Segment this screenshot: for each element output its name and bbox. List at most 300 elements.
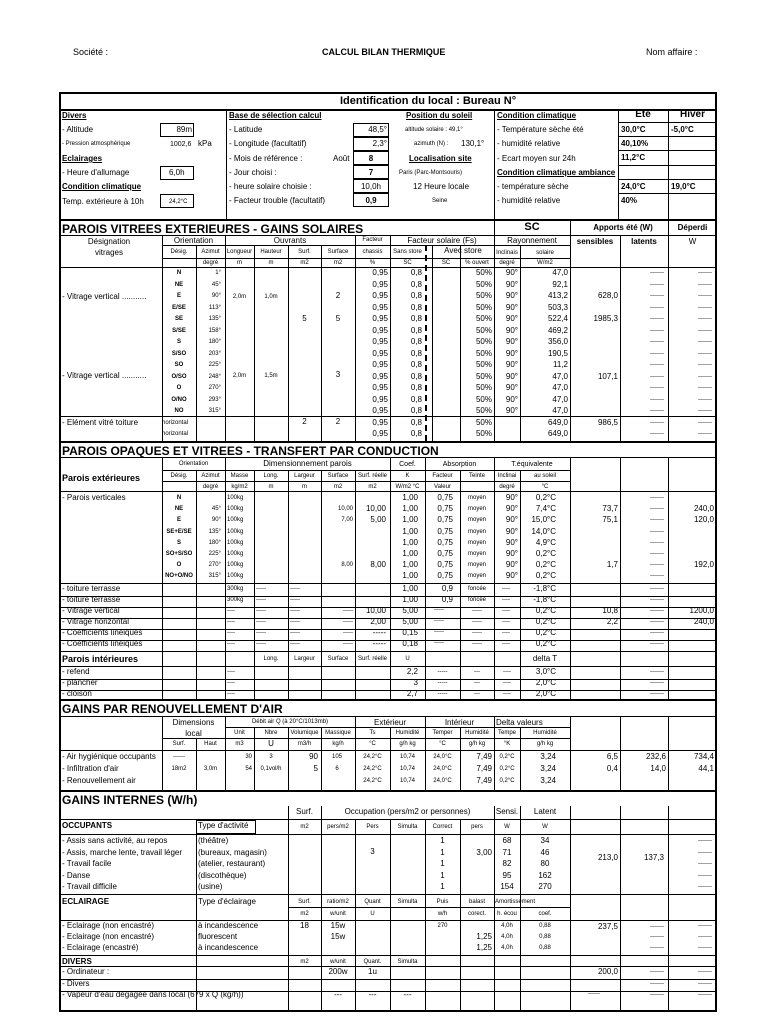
opaque-teinte: moyen — [467, 528, 486, 535]
occupant-w: 82 — [502, 859, 512, 868]
mois-label: - Mois de référence : — [229, 154, 303, 163]
opaque-other-inclinaison: ---- — [502, 619, 510, 625]
vitre-facteur-solaire: 0,8 — [410, 360, 422, 369]
ecl-balast-sub: balast — [468, 899, 485, 905]
vv1-longueur: 2,0m — [232, 294, 247, 300]
vitre-facteur-solaire: 0,8 — [410, 268, 422, 277]
pi-long-sub: Long. — [263, 656, 279, 662]
occupant-type: (usine) — [198, 882, 223, 891]
vitre-inclinaison: 90° — [505, 406, 518, 415]
opaque-surface: 7,00 — [341, 517, 353, 524]
opaque-orientation: E — [176, 517, 181, 524]
air-row-sensible: 6,5 — [606, 752, 618, 761]
opaque-other-largeur: ----- — [290, 630, 300, 636]
eclairage-deperdition: ------- — [698, 945, 712, 951]
paroi-int-inclinaison: ---- — [503, 691, 511, 697]
surface-subheader: Surface — [327, 249, 349, 255]
localisation-title: Localisation site — [409, 154, 472, 163]
ambiance-title: Condition climatique ambiance — [497, 168, 616, 177]
m-unit-1: m — [237, 260, 242, 266]
opaque-other-teinte: foncée — [467, 586, 486, 592]
opaque-teinte: moyen — [467, 562, 486, 569]
vitre-facteur-solaire: 0,8 — [410, 302, 422, 312]
paroi-int-teinte: --- — [474, 680, 480, 686]
air-volumique-sub: Volumique — [290, 730, 319, 736]
air-row-ti: 24,0°C — [433, 766, 452, 772]
opaque-other-largeur: ----- — [290, 619, 300, 625]
vitre-rayonnement: 190,5 — [547, 348, 568, 358]
vitre-facteur-chassis: 0,95 — [372, 279, 388, 289]
opaque-teq: 15,0°C — [531, 515, 556, 525]
ete-header: Eté — [635, 109, 651, 120]
vv1-surface: 2 — [335, 291, 341, 300]
vitre-inclinaison: 90° — [505, 325, 518, 335]
opaque-other-surf-reelle: 2,00 — [370, 617, 386, 626]
paroi-int-teq: 2,0°C — [535, 678, 556, 687]
occupant-label: - Travail facile — [62, 859, 112, 868]
vitre-inclinaison: 90° — [505, 268, 518, 277]
air-row-ts: 24,2°C — [363, 766, 382, 772]
opaque-azimut: 315° — [208, 573, 221, 580]
air-row-dh: 3,24 — [540, 752, 556, 761]
opaque-other-facteur: 0,9 — [441, 595, 453, 604]
opaque-facteur: 0,75 — [437, 504, 453, 514]
opaque-other-teq: 0,2°C — [535, 617, 556, 626]
op-long-sub: Long. — [263, 473, 279, 479]
vitre-rayonnement: 92,1 — [552, 279, 568, 289]
air-surf-unit: Surf. — [172, 741, 186, 747]
op-largeur-sub: Largeur — [294, 473, 315, 479]
occupant-wl: 80 — [540, 859, 550, 868]
opaque-teq: 0,2°C — [535, 571, 556, 581]
vitre-deperdition: ------- — [698, 408, 712, 414]
opaque-other-label: - Coefficients linéiques — [62, 628, 143, 637]
opaque-inclinaison: 90° — [505, 515, 518, 525]
occupant-deperdition: ------- — [698, 849, 712, 856]
vitre-deperdition: ------- — [698, 396, 712, 403]
humid-label: - humidité relative — [497, 139, 561, 148]
facteur-trouble-label: - Facteur trouble (facultatif) — [229, 196, 326, 205]
ecl-surf-sub: Surf. — [298, 899, 311, 905]
parois-verticales-label: - Parois verticales — [62, 493, 126, 502]
rayonnement-header: Rayonnement — [507, 236, 557, 245]
air-local-header: local — [185, 729, 202, 738]
air-unit-sub: Unit — [234, 730, 245, 736]
divers-w: 200w — [328, 967, 348, 976]
occupant-deperdition: ------- — [698, 872, 712, 879]
air-row-dh: 3,24 — [540, 764, 556, 773]
temp-hiver-value: -5,0°C — [671, 125, 694, 134]
vitre-facteur-chassis: 0,95 — [372, 325, 388, 335]
opaque-other-sensible: 10,8 — [602, 606, 618, 615]
occupant-deperdition: ------- — [698, 838, 712, 844]
opaque-other-long: ----- — [256, 608, 266, 614]
vitre-rayonnement: 356,0 — [547, 337, 568, 346]
opaque-other-sensible: 2,2 — [606, 617, 618, 626]
opaque-latent: ------- — [650, 495, 664, 501]
vitre-pct: 50% — [475, 302, 492, 312]
vitre-pct: 50% — [475, 325, 492, 335]
site-name: Paris (Parc-Montsouris) — [399, 170, 463, 176]
opaque-azimut: 135° — [208, 528, 221, 535]
opaque-other-latent: ------- — [650, 619, 664, 625]
eclairage-type: à incandescence — [198, 921, 259, 930]
divers-latent: ------- — [650, 969, 664, 975]
opaque-other-latent: ------- — [650, 641, 664, 647]
eclairage-h-ecou: 4,0h — [501, 923, 513, 929]
opaque-other-long: ----- — [256, 641, 266, 647]
vitre-deperdition: ------- — [698, 385, 712, 391]
vitre-inclinaison: 90° — [505, 371, 518, 381]
amb-temp-hiver: 19,0°C — [671, 182, 696, 191]
vv2-hauteur: 1,5m — [264, 373, 278, 379]
paroi-int-latent: ------- — [650, 680, 664, 686]
opaque-latent: ------- — [650, 551, 664, 557]
paroi-int-teq: 2,0°C — [535, 689, 556, 698]
air-row-latent: 14,0 — [650, 764, 666, 773]
eclairage-label: - Eclairage (non encastré) — [62, 932, 155, 941]
amb-humid-label: - humidité relative — [497, 196, 561, 205]
vitre-orientation: NO — [174, 408, 184, 414]
air-row-volumique: 5 — [313, 764, 318, 773]
opaque-inclinaison: 90° — [505, 549, 518, 558]
air-row-massique: 105 — [331, 754, 342, 760]
vitres-title: PAROIS VITREES EXTERIEURES - GAINS SOLAIRES — [62, 222, 364, 236]
temp-ext-value: 24,2°C — [169, 199, 188, 205]
vitre-azimut: 293° — [208, 396, 221, 403]
sensibles-label: sensibles — [576, 237, 614, 246]
amb-temp-ete: 24,0°C — [621, 182, 646, 191]
opaque-other-long: ----- — [256, 597, 266, 603]
opaque-other-k: 1,00 — [402, 584, 418, 593]
opaque-other-surf-reelle: ----- — [372, 628, 386, 637]
ecl-corect-unit: corect. — [467, 911, 486, 917]
occupant-wl: 46 — [540, 847, 550, 857]
opaque-other-label: - toiture terrasse — [62, 595, 121, 604]
opaque-teinte: moyen — [467, 551, 486, 557]
opaque-facteur: 0,75 — [437, 549, 453, 558]
vitre-deperdition: ------- — [698, 339, 712, 345]
opaque-other-latent: ------- — [650, 597, 664, 603]
vitre-deperdition: ------- — [698, 293, 712, 299]
vitres-sc: SC — [524, 221, 540, 233]
int-sensi-header: Sensi. — [495, 807, 519, 816]
opaque-masse: 100kg — [227, 551, 244, 557]
eclairage-h-ecou: 4,0h — [501, 945, 513, 951]
op-k-sub: K — [405, 473, 410, 479]
vitre-azimut: 315° — [208, 408, 221, 414]
vitre-pct: 50% — [475, 417, 492, 427]
vitre-inclinaison: 90° — [505, 302, 518, 312]
vitre-azimut: 113° — [209, 304, 221, 311]
hiver-header: Hiver — [679, 109, 705, 120]
vitre-latent: ------- — [650, 385, 664, 391]
paroi-int-u: 2,7 — [406, 689, 418, 698]
opaque-other-masse: ---- — [227, 641, 235, 647]
vitre-latent: ------- — [650, 316, 664, 322]
vitre-facteur-chassis: 0,95 — [372, 394, 388, 404]
vitre-rayonnement: 47,0 — [552, 394, 568, 404]
vitre-orientation: O/SO — [171, 373, 187, 380]
heure-allumage-value: 6,0h — [169, 168, 185, 177]
div-wunit-sub: w/unit — [330, 959, 346, 965]
opaque-k: 1,00 — [402, 549, 418, 558]
m-unit-2: m — [268, 260, 274, 266]
vitre-sensible: 986,5 — [597, 417, 618, 427]
occupant-label: - Assis, marche lente, travail léger — [62, 847, 183, 857]
vitre-facteur-solaire: 0,8 — [410, 337, 422, 346]
occupant-w: 154 — [500, 882, 514, 891]
opaque-facteur: 0,75 — [437, 493, 453, 502]
opaque-azimut: 180° — [208, 539, 221, 546]
vitre-azimut: 158° — [208, 327, 221, 334]
air-row-deperdition: 734,4 — [693, 752, 714, 761]
opaques-title: PAROIS OPAQUES ET VITREES - TRANSFERT PAR CONDUCTION — [62, 444, 439, 458]
desig-subheader: Désig. — [170, 249, 188, 255]
air-row-nbre: 0,1vol/h — [260, 766, 282, 772]
opaque-k: 1,00 — [402, 526, 418, 536]
divers-deperdition: ------- — [698, 980, 712, 987]
air-row-humidite: 10,74 — [399, 754, 415, 760]
int-w2-sub: W — [542, 824, 548, 830]
opaque-teq: 4,9°C — [535, 537, 556, 547]
opaque-azimut: 90° — [211, 517, 221, 524]
opaque-other-k: 0,18 — [402, 639, 418, 648]
eclairages-title: Eclairages — [62, 154, 103, 163]
air-row-dt: 0,2°C — [499, 754, 515, 760]
latitude-label: - Latitude — [229, 125, 263, 134]
opaque-other-k: 5,00 — [402, 617, 418, 626]
opaque-other-masse: 300kg — [227, 597, 244, 603]
paroi-int-latent: ------- — [650, 691, 664, 697]
op-m2-unit-1: m2 — [333, 484, 343, 490]
vitre-azimut: 45° — [211, 281, 221, 288]
opaque-deperdition: 240,0 — [693, 504, 714, 514]
air-row-hi: 7,49 — [476, 776, 492, 785]
vitre-rayonnement: 47,0 — [552, 371, 568, 381]
vitre-latent: ------- — [650, 339, 664, 345]
vitre-facteur-chassis: 0,95 — [372, 371, 388, 381]
vitre-latent: ------- — [650, 350, 664, 357]
opaque-other-deperdition: 1200,0 — [689, 606, 714, 615]
int-w-sub: W — [504, 824, 510, 830]
vitre-facteur-solaire: 0,8 — [410, 348, 422, 358]
air-massique-sub: Massique — [325, 730, 351, 736]
pression-unit: kPa — [198, 139, 212, 148]
opaque-facteur: 0,75 — [437, 571, 453, 581]
opaque-sensible: 1,7 — [606, 560, 618, 570]
base-title: Base de sélection calcul — [229, 111, 322, 120]
opaque-teinte: moyen — [467, 506, 486, 513]
pi-delta-t-sub: delta T — [532, 654, 558, 663]
occupant-deperdition: ------- — [698, 861, 712, 867]
opaque-other-latent: ------- — [650, 586, 664, 592]
cond-clim-title: Condition climatique — [62, 182, 142, 191]
int-latent-header: Latent — [533, 807, 557, 816]
air-row-dt: 0,2°C — [499, 778, 515, 784]
vitre-rayonnement: 649,0 — [547, 429, 568, 438]
vitre-deperdition: ------- — [698, 270, 712, 276]
opaque-deperdition: 120,0 — [693, 515, 714, 525]
opaque-surf-reelle: 5,00 — [370, 515, 386, 525]
pct-unit: % — [369, 260, 376, 266]
opaque-inclinaison: 90° — [505, 493, 518, 502]
air-u-unit: U — [268, 739, 274, 748]
vitre-latent: ------- — [650, 293, 664, 299]
divers-latent: ------- — [650, 980, 664, 987]
occupant-type: (théâtre) — [198, 836, 229, 845]
opaque-other-k: 5,00 — [402, 606, 418, 615]
parois-int-title: Parois intérieures — [62, 654, 139, 664]
air-dimensions-header: Dimensions — [172, 718, 215, 727]
latitude-value: 48,5° — [368, 125, 387, 134]
opaque-azimut: 225° — [208, 551, 221, 557]
ecl-u-unit: U — [370, 911, 375, 917]
occupant-type: (discothèque) — [198, 870, 247, 880]
surf-subheader: Surf. — [298, 249, 311, 255]
opaque-sensible: 75,1 — [602, 515, 618, 525]
occupant-deperdition: ------- — [698, 884, 712, 890]
air-row-latent: 232,6 — [645, 752, 666, 761]
op-degc-unit: °C — [541, 484, 549, 490]
op-absorption-header: Absorption — [442, 461, 477, 468]
air-humidite-sub-3: Humidité — [533, 730, 557, 736]
ecl-simulta-sub: Simulta — [397, 899, 418, 905]
paroi-int-label: - cloison — [62, 689, 92, 698]
pression-value: 1002,6 — [170, 141, 192, 148]
ecart-value: 11,2°C — [621, 153, 646, 162]
op-kgm2-unit: kg/m2 — [231, 484, 248, 490]
w-label: W — [688, 237, 697, 246]
paroi-int-masse: ---- — [227, 669, 235, 675]
vv2-longueur: 2,0m — [232, 373, 247, 379]
air-row-label: - Infiltration d'air — [62, 764, 119, 773]
vitre-inclinaison: 90° — [505, 279, 518, 289]
opaque-other-facteur: ----- — [434, 640, 444, 646]
divers-deperdition: ------- — [698, 992, 712, 998]
altitude-solaire: altitude solaire : 49,1° — [405, 127, 463, 133]
int-occupation-header: Occupation (pers/m2 or personnes) — [344, 807, 471, 816]
opaque-orientation: N — [176, 495, 182, 501]
eclairage-deperdition: ------- — [698, 923, 712, 929]
position-title: Position du soleil — [406, 111, 473, 120]
opaque-masse: 100kg — [227, 495, 244, 501]
inclinais-subheader: Inclinais — [496, 250, 518, 256]
vitre-azimut: 180° — [208, 339, 221, 345]
eclairage-coef: 0,88 — [539, 934, 551, 940]
opaque-surf-reelle: 8,00 — [370, 560, 386, 570]
longitude-label: - Longitude (facultatif) — [229, 139, 307, 148]
eclairage-label: - Eclairage (encastré) — [62, 943, 139, 952]
int-surf-header: Surf. — [296, 807, 313, 816]
occupant-w: 71 — [502, 847, 512, 857]
opaque-other-inclinaison: ---- — [502, 608, 510, 614]
op-m-unit-1: m — [268, 484, 274, 490]
opaque-teinte: moyen — [467, 495, 486, 501]
opaque-other-teinte: ----- — [472, 619, 482, 625]
eclairage-ratio: 15w — [330, 921, 346, 930]
societe-label: Société : — [73, 47, 109, 57]
m2-unit-2: m2 — [333, 260, 343, 266]
paroi-int-inclinaison: ---- — [503, 680, 511, 686]
internes-title: GAINS INTERNES (W/h) — [62, 793, 198, 807]
occupant-type: (bureaux, magasin) — [198, 847, 267, 857]
int-m2-sub: m2 — [300, 824, 309, 830]
op-orientation-header: Orientation — [178, 461, 209, 467]
hauteur-subheader: Hauteur — [260, 249, 282, 255]
opaque-surface: 10,00 — [337, 506, 353, 513]
paroi-int-masse: ---- — [227, 680, 235, 686]
occupant-label: - Danse — [62, 870, 91, 880]
vitre-rayonnement: 47,0 — [552, 268, 568, 277]
vitre-rayonnement: 413,2 — [547, 291, 568, 300]
type-activite-field[interactable] — [196, 820, 256, 834]
vitre-azimut: 203° — [208, 350, 221, 357]
type-eclairage-header: Type d'éclairage — [198, 897, 257, 906]
opaque-facteur: 0,75 — [437, 537, 453, 547]
opaque-teq: 0,2°C — [535, 560, 556, 570]
opaque-other-teinte: ----- — [472, 641, 482, 647]
op-inclinai-sub: Inclinai — [497, 473, 517, 479]
opaque-inclinaison: 90° — [505, 504, 518, 514]
climat-title: Condition climatique — [497, 111, 577, 120]
eclairage-type: fluorescent — [198, 932, 238, 941]
vitre-facteur-solaire: 0,8 — [410, 429, 422, 438]
occupant-correct: 1 — [440, 882, 445, 891]
vitre-orientation: SO — [174, 362, 184, 368]
air-row-unit: 54 — [245, 766, 252, 772]
op-dim-header: Dimensionnement parois — [263, 459, 352, 468]
vitre-facteur-chassis: 0,95 — [372, 291, 388, 300]
vitre-latent: ------- — [650, 304, 664, 311]
mid-surface: 5 — [335, 314, 341, 323]
heure-allumage-label: - Heure d'allumage — [62, 168, 130, 177]
ecl-sens-value: 237,5 — [597, 922, 618, 931]
wm2-unit: W/m2 — [537, 260, 553, 266]
opaque-teinte: moyen — [467, 573, 486, 580]
paroi-int-label: - refend — [62, 667, 90, 676]
heure-solaire-value: 10,0h — [360, 182, 382, 191]
occ-sens-value: 213,0 — [597, 853, 618, 862]
op-au-soleil-sub: au soleil — [533, 473, 556, 479]
vitre-pct: 50% — [475, 337, 492, 346]
vitre-deperdition: ------- — [698, 419, 712, 426]
divers-quant: 1u — [368, 967, 377, 976]
ecl-puis-sub: Puis — [436, 899, 449, 905]
ecl-wh-unit: w/h — [437, 911, 448, 917]
opaque-k: 1,00 — [402, 571, 418, 581]
ecl-lat-value: ------- — [650, 924, 664, 930]
ecl-wunit-unit: w/unit — [330, 911, 346, 917]
vitre-azimut: 225° — [208, 362, 221, 368]
degre-unit-2: degré — [499, 260, 515, 266]
opaque-other-masse: ---- — [227, 630, 235, 636]
opaque-other-label: - Vitrage horizontal — [62, 617, 129, 626]
paroi-int-teinte: --- — [474, 691, 480, 697]
divers-int-title: DIVERS — [62, 957, 92, 966]
vitre-azimut: 270° — [208, 385, 221, 391]
temp-ext-label: Temp. extérieure à 10h — [62, 197, 144, 206]
opaque-masse: 100kg — [227, 562, 244, 569]
vitre-latent: ------- — [650, 270, 664, 276]
ecl-hecou-unit: h. écou — [497, 911, 517, 917]
opaque-other-facteur: ----- — [434, 607, 444, 613]
air-row-dt: 0,2°C — [499, 766, 515, 772]
vv1-hauteur: 1,0m — [264, 294, 278, 300]
occupants-title: OCCUPANTS — [62, 821, 113, 830]
opaque-other-masse: 300kg — [227, 586, 244, 592]
vitre-latent: ------- — [650, 373, 664, 380]
